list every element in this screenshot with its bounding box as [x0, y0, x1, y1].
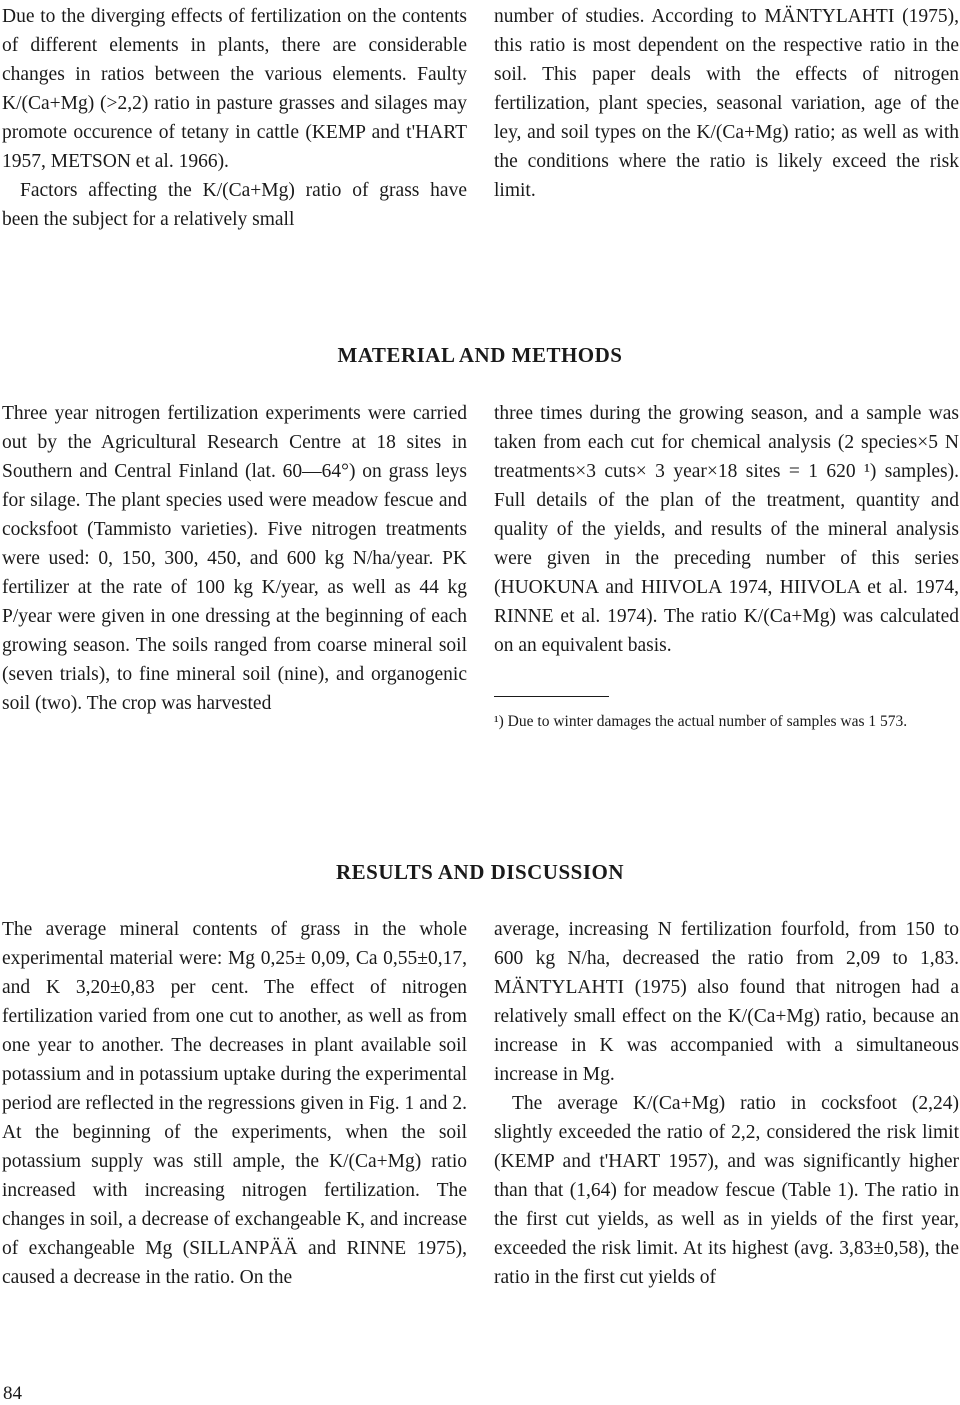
page-number: 84 [3, 1383, 22, 1404]
methods-right-column [494, 399, 959, 733]
intro-right-column [494, 2, 959, 205]
results-paragraph-3: The average K/(Ca+Mg) ratio in cocksfoot (2,24) slightly exceeded the ratio of 2,2, considered the risk limit (KEMP and t'HART 1957), and was significantly higher than that (1,64) for meadow fescue (Table 1). The ratio in the first cut yields, as well as in yields of the first year, exceeded the risk limit. At its highest (avg. 3,83±0,58), the ratio in the first cut yields of [494, 1093, 959, 1288]
results-left-column [2, 915, 467, 1292]
results-paragraph-1: The average mineral contents of grass in the whole experimental material were: Mg 0,25± 0,09, Ca 0,55±0,17, and K 3,20±0,83 per cent. The effect of nitrogen fertilization varied from one cut to another, as well as from one year to another. The decreases in plant available soil potassium and in potassium uptake during the experimental period are reflected in the regressions given in Fig. 1 and 2. At the beginning of the experiments, when the soil potassium supply was still ample, the K/(Ca+Mg) ratio increased with increasing nitrogen fertilization. The changes in soil, a decrease of exchangeable K, and increase of exchangeable Mg (SILLANPÄÄ and RINNE 1975), caused a decrease in the ratio. On the [2, 919, 467, 1288]
intro-paragraph-2: Factors affecting the K/(Ca+Mg) ratio of grass have been the subject for a relatively small [2, 180, 467, 230]
intro-paragraph-1: Due to the diverging effects of fertilization on the contents of different elements in plants, there are considerable changes in ratios between the various elements. Faulty K/(Ca+Mg) (>2,2) ratio in pasture grasses and silages may promote occurence of tetany in cattle (KEMP and t'HART 1957, METSON et al. 1966). [2, 6, 467, 172]
methods-left-column [2, 399, 467, 718]
results-paragraph-2: average, increasing N fertilization fourfold, from 150 to 600 kg N/ha, decreased the ratio from 2,09 to 1,83. MÄNTYLAHTI (1975) also found that nitrogen had a relatively small effect on the K/(Ca+Mg) ratio, because an increase in K was accompanied with a simultaneous increase in Mg. [494, 919, 959, 1085]
results-heading: RESULTS AND DISCUSSION [336, 860, 624, 884]
methods-heading: MATERIAL AND METHODS [337, 343, 623, 367]
methods-paragraph-2: three times during the growing season, and a sample was taken from each cut for chemical analysis (2 species×5 N treatments×3 cuts× 3 year×18 sites = 1 620 ¹) samples). Full details of the plan of the treatment, quantity and quality of the yields, and results of the mineral analysis were given in the preceding number of this series (HUOKUNA and HIIVOLA 1974, HIIVOLA et al. 1974, RINNE et al. 1974). The ratio K/(Ca+Mg) was calculated on an equivalent basis. [494, 403, 959, 656]
intro-paragraph-3: number of studies. According to MÄNTYLAHTI (1975), this ratio is most dependent on the respective ratio in the soil. This paper deals with the effects of nitrogen fertilization, plant species, seasonal variation, age of the ley, and soil types on the K/(Ca+Mg) ratio; as well as with the conditions where the ratio is likely exceed the risk limit. [494, 6, 959, 201]
methods-paragraph-1: Three year nitrogen fertilization experiments were carried out by the Agricultural Research Centre at 18 sites in Southern and Central Finland (lat. 60—64°) on grass leys for silage. The plant species used were meadow fescue and cocksfoot (Tammisto varieties). Five nitrogen treatments were used: 0, 150, 300, 450, and 600 kg N/ha/year. PK fertilizer at the rate of 100 kg K/year, as well as 44 kg P/year were given in one dressing at the beginning of each growing season. The soils ranged from coarse mineral soil (seven trials), to fine mineral soil (nine), and organogenic soil (two). The crop was harvested [2, 403, 467, 714]
footnote-rule [494, 696, 609, 697]
footnote: ¹) Due to winter damages the actual number of samples was 1 573. [494, 713, 908, 730]
results-right-column [494, 915, 959, 1292]
intro-left-column [2, 2, 467, 234]
